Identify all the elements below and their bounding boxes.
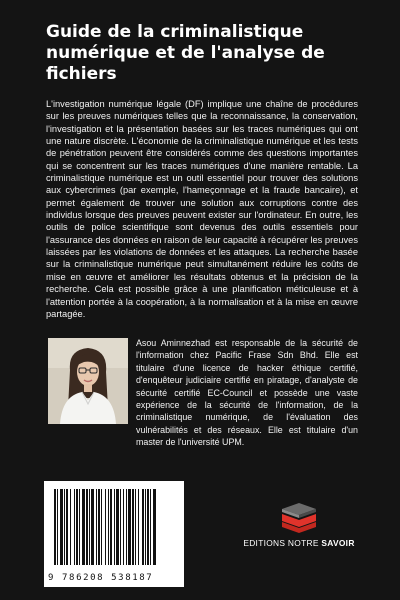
author-portrait-image <box>48 338 128 424</box>
book-description: L'investigation numérique légale (DF) implique une chaîne de procédures sur les preuves numériques telles que la reconnaissance, la conservation, l'investigation et la présentation basées sur les traces numériques qui ont une nature discrète. L'économie de la criminalistique numérique et les tests de pénétration peuvent être considérés comme des questions importantes qui se concentrent sur les traces numériques d'une manière rentable. La criminalistique numérique est un outil essentiel pour trouver des solutions aux cybercrimes (par exemple, l'hameçonnage et la fraude bancaire), et permet également de trouver une solution aux corruptions contre des individus lorsque des preuves peuvent exister sur l'ordinateur. En outre, les outils de police scientifique sont devenus des outils essentiels pour l'assurance des données en raison de leur capacité à récupérer les preuves laissées par les violations de données et les attaques. La recherche basée sur la criminalistique numérique peut simultanément réduire les coûts de mise en œuvre et améliorer les résultats obtenus et la précision de la recherche. Cela est possible grâce à une planification méticuleuse et à l'attention portée à la coopération, à la normalisation et à la mise en œuvre partagée. <box>46 99 358 319</box>
author-bio: Asou Aminnezhad est responsable de la sécurité de l'information chez Pacific Frase Sdn Bhd. Elle est titulaire d'une licence de hacker éthique certifié, d'enquêteur judiciaire certifié en piratage, d'analyste de sécurité certifié EC-Council et possède une vaste expérience de la sécurité de l'information, de la criminalistique numérique, de l'évaluation des vulnérabilités et des réseaux. Elle est titulaire d'un master de l'université UPM. <box>136 338 358 448</box>
barcode-bars <box>44 481 184 569</box>
publisher-name-prefix: EDITIONS NOTRE <box>243 538 319 548</box>
book-title: Guide de la criminalistique numérique et de l'analyse de fichiers <box>46 22 325 84</box>
author-photo <box>48 338 128 424</box>
isbn-number: 9 786208 538187 <box>48 573 154 583</box>
isbn-barcode <box>44 481 184 587</box>
publisher-name-bold: SAVOIR <box>321 538 355 548</box>
publisher-name <box>234 538 364 548</box>
book-stack-icon <box>244 501 354 535</box>
publisher-logo <box>244 501 354 557</box>
